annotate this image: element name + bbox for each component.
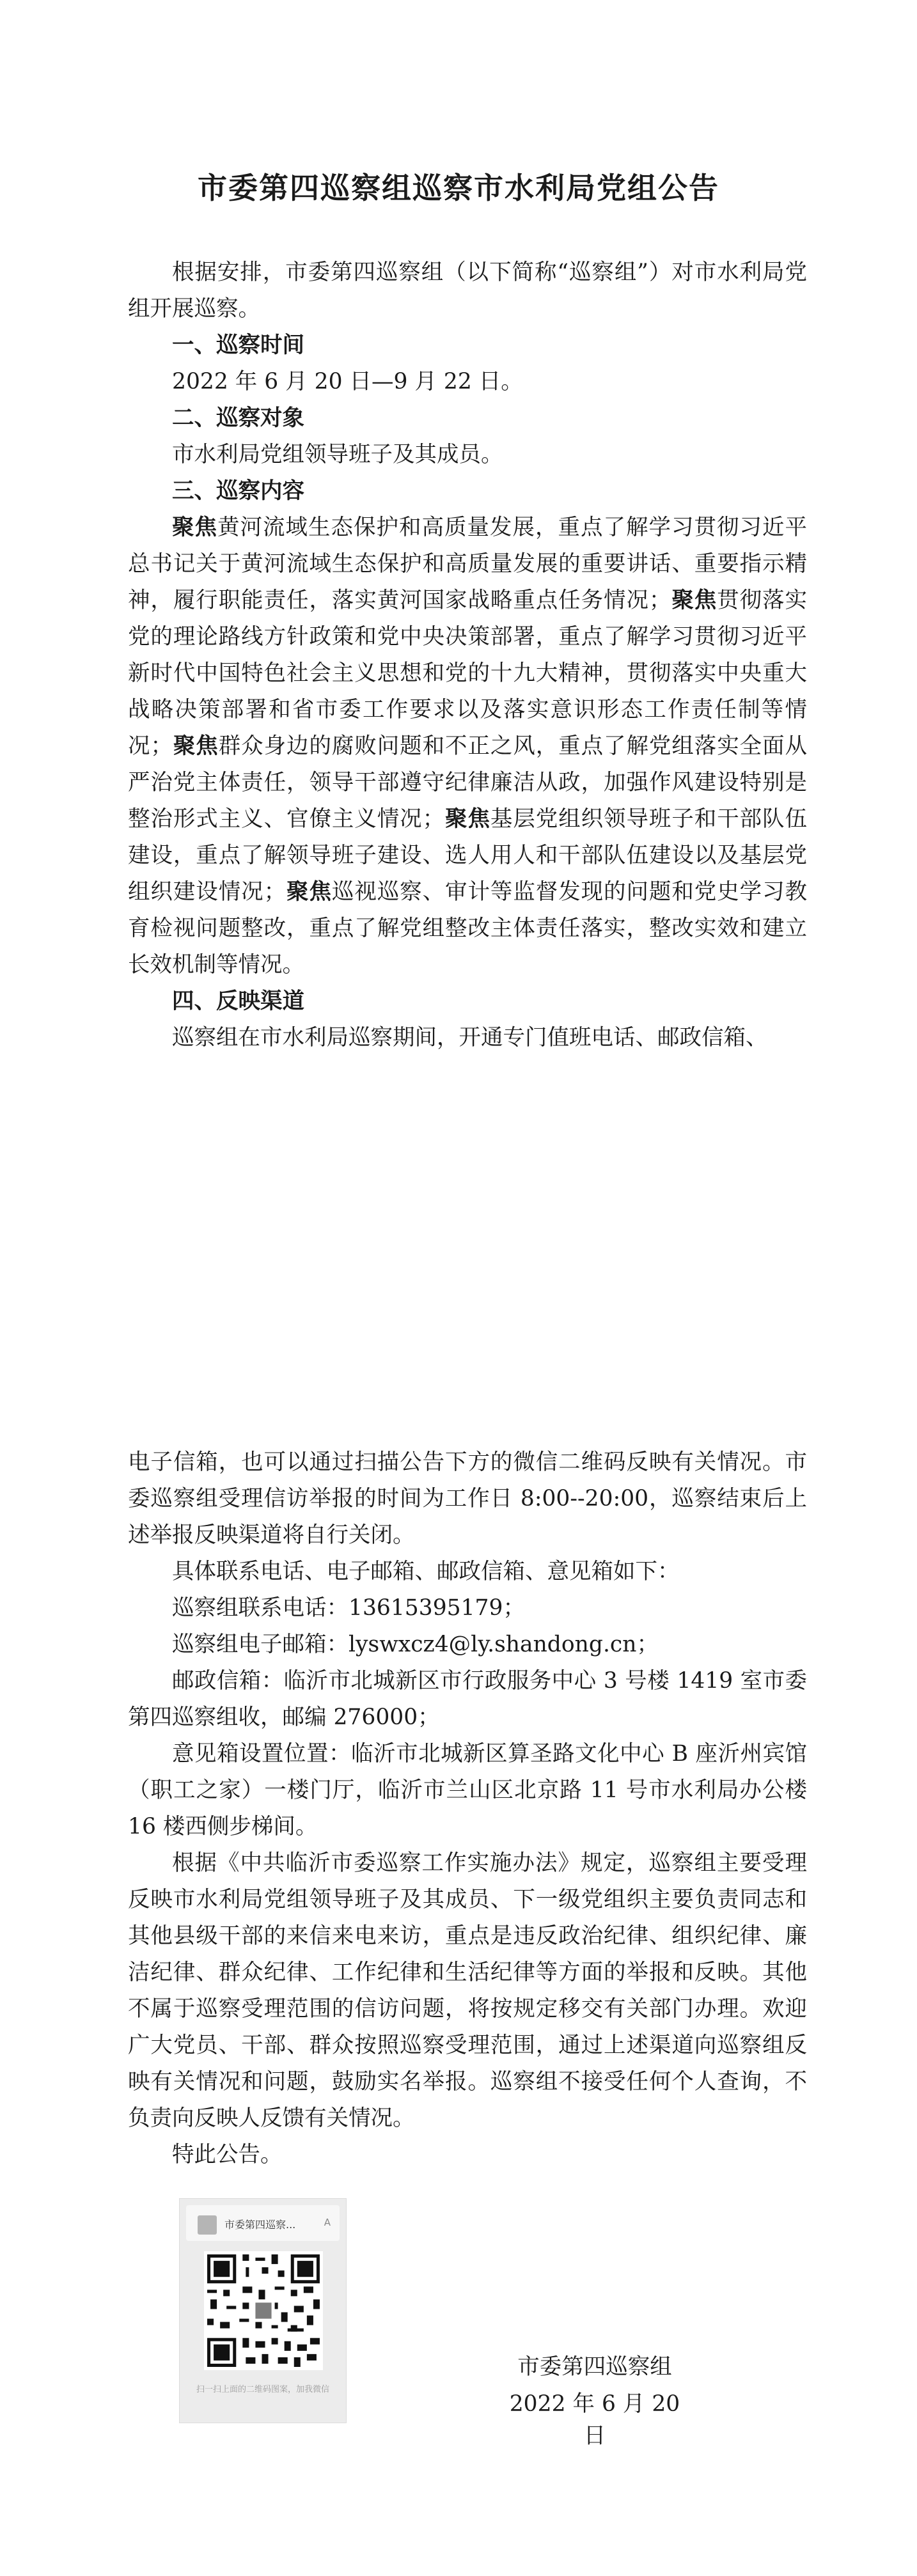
qr-contact-name: 市委第四巡察... [224, 2219, 296, 2231]
qr-caption: 扫一扫上面的二维码图案，加我微信 [196, 2385, 329, 2394]
focus-item-1: 黄河流域生态保护和高质量发展，重点了解学习贯彻习近平总书记关于黄河流域生态保护和高质量发展的重要讲话、重要指示精神，履行职能责任，落实黄河国家战略重点任务情况； [128, 515, 807, 613]
wechat-qr-card [179, 2198, 347, 2423]
focus-item-3: 群众身边的腐败问题和不正之风，重点了解党组落实全面从严治党主体责任，领导干部遵守纪律廉洁从政，加强作风建设特别是整治形式主义、官僚主义情况； [128, 733, 808, 832]
qr-code-icon[interactable] [204, 2251, 323, 2370]
focus-keyword: 聚焦 [444, 806, 490, 832]
announcement-body-part2 [128, 1444, 807, 2173]
section-heading-time: 一、巡察时间 [172, 332, 304, 358]
channels-text-part2: 电子信箱，也可以通过扫描公告下方的微信二维码反映有关情况。市委巡察组受理信访举报的时间为工作日 8:00--20:00，巡察结束后上述举报反映渠道将自行关闭。 [128, 1449, 807, 1548]
section-heading-target: 二、巡察对象 [172, 405, 304, 431]
avatar [198, 2215, 217, 2235]
focus-item-5: 巡视巡察、审计等监督发现的问题和党史学习教育检视问题整改，重点了解党组整改主体责任落实，整改实效和建立长效机制等情况。 [128, 879, 808, 978]
scope-paragraph: 根据《中共临沂市委巡察工作实施办法》规定，巡察组主要受理反映市水利局党组领导班子及其成员、下一级党组织主要负责同志和其他县级干部的来信来电来访，重点是违反政治纪律、组织纪律、廉洁纪律、群众纪律、工作纪律和生活纪律等方面的举报和反映。其他不属于巡察受理范围的信访问题，将按规定移交有关部门办理。欢迎广大党员、干部、群众按照巡察受理范围，通过上述渠道向巡察组反映有关情况和问题，鼓励实名举报。巡察组不接受任何个人查询，不负责向反映人反馈有关情况。 [128, 1850, 807, 2131]
inspection-period: 2022 年 6 月 20 日—9 月 22 日。 [172, 369, 523, 394]
focus-item-2: 贯彻落实党的理论路线方针政策和党中央决策部署，重点了解学习贯彻习近平新时代中国特色社会主义思想和党的十九大精神，贯彻落实中央重大战略决策部署和省市委工作要求以及落实意识形态工作责任制等情况； [128, 588, 808, 759]
gender-icon: A [324, 2217, 331, 2228]
inspection-target: 市水利局党组领导班子及其成员。 [172, 442, 503, 467]
channels-text-part1: 巡察组在市水利局巡察期间，开通专门值班电话、邮政信箱、 [172, 1025, 768, 1050]
focus-keyword: 聚焦 [671, 588, 717, 613]
focus-keyword: 聚焦 [172, 515, 217, 540]
focus-keyword: 聚焦 [172, 733, 219, 759]
qr-card-header [186, 2205, 340, 2241]
closing-line: 特此公告。 [172, 2142, 283, 2167]
focus-item-4: 基层党组织领导班子和干部队伍建设，重点了解领导班子建设、选人用人和干部队伍建设以及基层党组织建设情况； [128, 806, 808, 905]
section-heading-channels: 四、反映渠道 [172, 988, 304, 1014]
contact-postal: 邮政信箱：临沂市北城新区市行政服务中心 3 号楼 1419 室市委第四巡察组收，邮编 276000； [128, 1668, 807, 1730]
contact-intro: 具体联系电话、电子邮箱、邮政信箱、意见箱如下： [172, 1559, 680, 1584]
section-heading-content: 三、巡察内容 [172, 478, 304, 504]
contact-phone: 巡察组联系电话：13615395179； [172, 1595, 525, 1621]
signature-organization: 市委第四巡察组 [517, 2354, 672, 2380]
contact-email: 巡察组电子邮箱：lyswxcz4@ly.shandong.cn； [172, 1632, 659, 1657]
signature-date: 2022 年 6 月 20 日 [509, 2391, 680, 2449]
announcement-body-part1 [128, 254, 807, 1056]
inspection-content-paragraph [128, 510, 807, 983]
contact-suggestion-box: 意见箱设置位置：临沂市北城新区算圣路文化中心 B 座沂州宾馆（职工之家）一楼门厅，临沂市兰山区北京路 11 号市水利局办公楼 16 楼西侧步梯间。 [128, 1741, 807, 1839]
focus-keyword: 聚焦 [286, 879, 332, 905]
intro-paragraph: 根据安排，市委第四巡察组（以下简称“巡察组”）对市水利局党组开展巡察。 [128, 260, 807, 322]
page-title: 市委第四巡察组巡察市水利局党组公告 [198, 171, 719, 205]
